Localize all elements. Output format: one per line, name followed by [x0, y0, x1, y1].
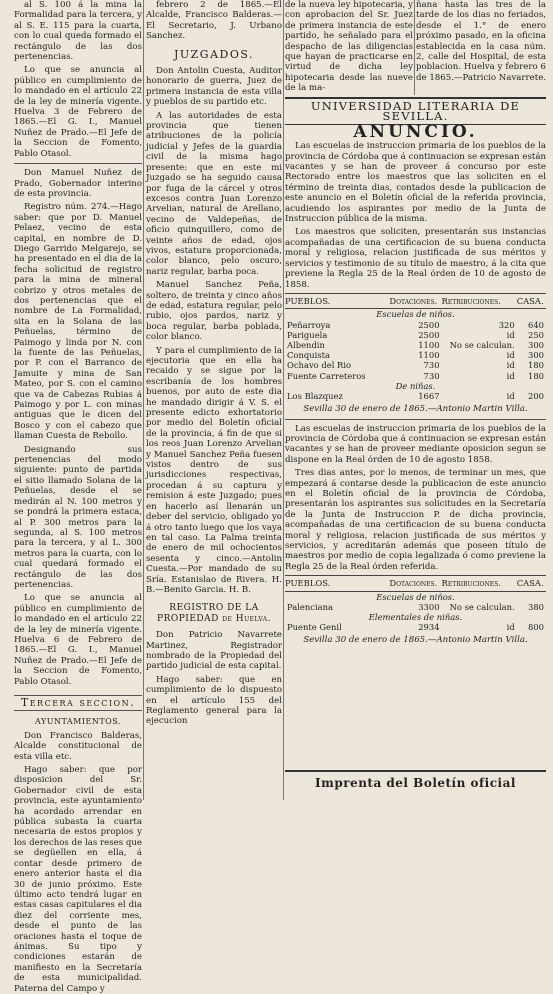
house-cell: 250: [528, 329, 544, 340]
table-subheading: Escuelas de niños.: [376, 309, 455, 320]
house-cell: 800: [528, 622, 544, 633]
salary-cell: 730: [423, 370, 440, 381]
text-paragraph: Las escuelas de instruccion primaria de los pueblos de la provincia de Córdoba que á continuacion se expresan están vacantes y se han de proveer á concurso por este Rectorado entre los maestros que las soliciten en el término de treinta dias, contados desde la publicacion de este anuncio en el Boletín oficial de la referida provincia, acudiendo los aspirantes por medio de la Junta de Instruccion pública de la misma.: [285, 141, 546, 225]
text-paragraph: al S. 100 á la mina la Formalidad para la tercera, y al S. E. 115 para la cuarta, con lo cual queda formado el rectángulo de las dos pertenencias.: [14, 0, 142, 63]
section-heading: REGISTRO DE LA PROPIEDAD de Huelva.: [157, 603, 271, 624]
divider: [14, 163, 142, 164]
table-row: [285, 602, 546, 612]
table-row: [285, 391, 546, 401]
table-row: [285, 360, 546, 370]
column-header: PUEBLOS.: [285, 293, 389, 308]
notice-heading: ANUNCIO.: [353, 121, 478, 142]
university-notice: [285, 97, 546, 767]
column-header: Dotaciones.: [389, 293, 441, 308]
section-heading: JUZGADOS.: [173, 47, 255, 61]
text-paragraph: febrero 2 de 1865.—El Alcalde, Francisco Balderas.—El Secretario, J. Urbano Sanchez.: [146, 0, 282, 42]
fees-cell: id: [506, 329, 515, 340]
text-paragraph: Don Antolin Cuesta, Auditor honorario de guerra, Juez de primera instancia de esta villa y pueblos de su partido etc.: [146, 66, 282, 108]
text-paragraph: Don Manuel Nuñez de Prado, Gobernador interino de esta provincia.: [14, 168, 142, 199]
text-paragraph: Y para el cumplimiento de la ejecutoria que en ella ha recaido y se sigue por la escribanía de los hombres buenos, por auto de este dia he mandado dirigir á V. S. el presente edicto exhortatorio por medio del Boletín oficial de la provincia, á fin de que si los reos Juan Lorenzo Arvelian y Manuel Sanchez Peña fuesen vistos dentro de sus jurisdicciones respectivas, procedan á su captura y remision á este Juzgado; pues en hacerlo así llenarán un deber del servicio, obligado yo á otro tanto luego que los vaya en tal caso. La Palma treinta de enero de mil ochocientos sesenta y cinco.—Antolin Cuesta.—Por mandado de su Sría. Estanislao de Rivera. H. B.—Benito Garcia. H. B.: [146, 345, 282, 595]
text-paragraph: Don Francisco Balderas, Alcalde constitucional de esta villa etc.: [14, 730, 142, 762]
vacancy-table-2: [285, 575, 546, 632]
town-cell: Los Blazquez: [287, 390, 343, 401]
column-rule: [414, 0, 415, 95]
divider: [285, 419, 546, 420]
salary-cell: 1100: [418, 339, 440, 350]
town-cell: Conquista: [287, 350, 330, 361]
town-cell: Peñarroya: [287, 319, 331, 330]
section-heading: Tercera seccion.: [14, 695, 142, 711]
text-paragraph: A las autoridades de esta provincia que tienen atribuciones de la policía judicial y Jefes de la guardia civil de la misma hago presente: que en este mi Juzgado se ha seguido causa por fuga de la cárcel y otros excesos contra Juan Lorenzo Arvelian, natural de Arellano, vecino de Valdepeñas, de oficio quinquillero, como de veinte años de edad, ojos vivos, estatura proporcionada, color blanco, pelo oscuro, nariz regular, barba poca.: [146, 110, 282, 277]
text-paragraph: Designando sus pertenencias del modo siguiente: punto de partida el sitio llamado Solana de la Peñuelas, desde el se medirán al N. 100 metros y se pondrá la primera estaca, al P. 300 metros para la segunda, al S. 100 metros para la tercera, y al L. 300 metros para la cuarta, con lo cual quedará formado el rectángulo de las dos pertenencias.: [14, 444, 142, 590]
fees-cell: id: [506, 370, 515, 381]
vacancy-table-1: [285, 293, 546, 401]
fees-cell: id: [506, 360, 515, 371]
salary-cell: 1100: [418, 350, 440, 361]
text-paragraph: Lo que se anuncia al público en cumplimiento de lo mandado en el artículo 22 de la ley de minería vigente. Huelva 3 de Febrero de 1865.—El G. I., Manuel Nuñez de Prado.—El Jefe de la Seccion de Fomento, Pablo Otasol.: [14, 65, 142, 159]
town-cell: Palenciana: [287, 601, 334, 612]
salary-cell: 730: [423, 360, 440, 371]
table-row: [285, 350, 546, 360]
table-row: [285, 320, 546, 330]
column-3: [285, 0, 413, 95]
column-header: PUEBLOS.: [285, 576, 389, 591]
column-header: CASA.: [517, 293, 546, 308]
fees-cell: No se calculan.: [449, 601, 515, 612]
table-row: [285, 371, 546, 381]
column-header: Retribuciones.: [442, 293, 517, 308]
text-paragraph: Lo que se anuncia al público en cumplimiento de lo mandado en el artículo 22 de la ley de minería vigente. Huelva 6 de Febrero de 1865.—El G. I., Manuel Nuñez de Prado.—El Jefe de la Seccion de Fomento, Pablo Otasol.: [14, 593, 142, 687]
fees-cell: No se calculan.: [449, 339, 515, 350]
table-subheading: Escuelas de niños.: [376, 591, 455, 602]
salary-cell: 2934: [418, 622, 440, 633]
column-2: [146, 0, 282, 800]
printer-footer: Imprenta del Boletín oficial: [285, 770, 546, 790]
column-1: [14, 0, 142, 994]
text-paragraph: Don Patricio Navarrete Martinez, Registrador nombrado de la Propiedad del partido judicial de esta capital.: [146, 630, 282, 672]
house-cell: 300: [528, 350, 544, 361]
house-cell: 300: [528, 339, 544, 350]
signature: Sevilla 30 de enero de 1865.—Antonio Martin Villa.: [303, 404, 528, 415]
table-subheading: De niñas.: [395, 380, 436, 391]
text-paragraph: ñana hasta las tres de la tarde de los dias no feriados, desde el 1.° de enero próximo pasado, en la oficina establecida en la casa núm. 2, calle del Hospital, de esta poblacion. Huelva y febrero 6 de 1865.—Patricio Navarrete.: [416, 0, 547, 83]
town-cell: Fuente Carreteros: [287, 370, 366, 381]
salary-cell: 2500: [418, 319, 440, 330]
fees-cell: 320: [498, 319, 515, 330]
fees-cell: id: [506, 622, 515, 633]
house-cell: 640: [528, 319, 544, 330]
table-row: [285, 330, 546, 340]
column-rule: [283, 0, 284, 800]
house-cell: 180: [528, 370, 544, 381]
column-header: Dotaciones.: [389, 576, 441, 591]
text-paragraph: Registro núm. 274.—Hago saber: que por D. Manuel Pelaez, vecino de esta capital, en nombre de D. Diego Garrido Melgarejo, se ha presentado en el dia de la fecha solicitud de registro para la mina de mineral cobrizo y otros metales de dos pertenencias que el nombre de La Formalidad, sita en la Solana de las Peñuelas, término de Paimogo y linda por N. con la fuente de las Peñuelas, por P. con el Barranco de Jamuite y mina de San Mateo, por S. con el camino que va de Cabezas Rubias á Paimogo y por L. con minas antiguas que le dicen del Bosco y con el cabezo que llaman Cuesta de Rebollo.: [14, 202, 142, 442]
salary-cell: 2500: [418, 329, 440, 340]
house-cell: 380: [528, 601, 544, 612]
column-header: Retribuciones.: [442, 576, 517, 591]
table-row: [285, 622, 546, 632]
text-paragraph: Tres dias antes, por lo menos, de terminar un mes, que empezará á contarse desde la publicacion de este anuncio en el Boletín oficial de la provincia de Córdoba, presentarán los aspirantes sus solicitudes en la Secretaría de la Junta de Instruccion P. de dicha provincia, acompañadas de una certificacion de su buena conducta moral y religiosa, relacion justificada de sus méritos y servicios, y acreditarán además que poseen título de maestros por medio de copia legalizada ó como previene la Regla 25 de la Real órden referida.: [285, 468, 546, 572]
fees-cell: id: [506, 390, 515, 401]
fees-cell: id: [506, 350, 515, 361]
salary-cell: 1667: [418, 390, 440, 401]
town-cell: Puente Genil: [287, 622, 342, 633]
salary-cell: 3300: [418, 601, 440, 612]
house-cell: 200: [528, 390, 544, 401]
text-paragraph: Las escuelas de instruccion primaria de los pueblos de la provincia de Córdoba que á continuacion se expresan están vacantes y se han de proveer mediante oposicion segun se dispone en la Real órden de 10 de agosto 1858.: [285, 423, 546, 465]
notice-title: UNIVERSIDAD LITERARIA DE SEVILLA.: [285, 97, 546, 125]
column-4: [416, 0, 546, 95]
text-paragraph: de la nueva ley hipotecaria, y con aprobacion del Sr. Juez de primera instancia de este partido, he señalado para el despacho de las diligencias que hayan de practicarse en virtud de dicha ley hipotecaria desde las nueve de la ma-: [285, 0, 413, 94]
signature: Sevilla 30 de enero de 1865.—Antonio Martin Villa.: [303, 635, 528, 646]
house-cell: 180: [528, 360, 544, 371]
text-paragraph: Los maestros que soliciten, presentarán sus instancias acompañadas de una certificacion de su buena conducta moral y religiosa, relacion justificada de sus méritos y servicios y testimonio de su título de maestro, á la cita que previene la Regla 25 de la Real órden de 10 de agosto de 1858.: [285, 227, 546, 290]
column-header: CASA.: [517, 576, 546, 591]
table-row: [285, 340, 546, 350]
town-cell: Pariguela: [287, 329, 328, 340]
table-subheading: Elementales de niñas.: [368, 612, 463, 623]
text-paragraph: Manuel Sanchez Peña, soltero, de treinta y cinco años de edad, estatura regular, pelo rubio, ojos pardos, nariz y boca regular, barba poblada, color blanco.: [146, 280, 282, 343]
town-cell: Ochavo del Rio: [287, 360, 352, 371]
subsection-heading: AYUNTAMIENTOS.: [35, 717, 121, 727]
text-paragraph: Hago saber: que en cumplimiento de lo dispuesto en el artículo 155 del Reglamento general para la ejecucion: [146, 674, 282, 727]
column-rule: [143, 0, 144, 800]
town-cell: Albendin: [287, 339, 325, 350]
text-paragraph: Hago saber: que por disposicion del Sr. Gobernador civil de esta provincia, este ayuntamiento ha acordado arrendar en pública subasta la cuarta necesaria de estos propios y los derechos de las reses que se degüellen en ella, á contar desde primero de enero anterior hasta el dia 30 de junio próximo. Este último acto tendrá lugar en estas casas capitulares el dia diez del corriente mes, desde el punto de las oraciones hasta el toque de ánimas. Su tipo y condiciones estarán de manifiesto en la Secretaría de esta municipalidad. Paterna del Campo y: [14, 765, 142, 994]
